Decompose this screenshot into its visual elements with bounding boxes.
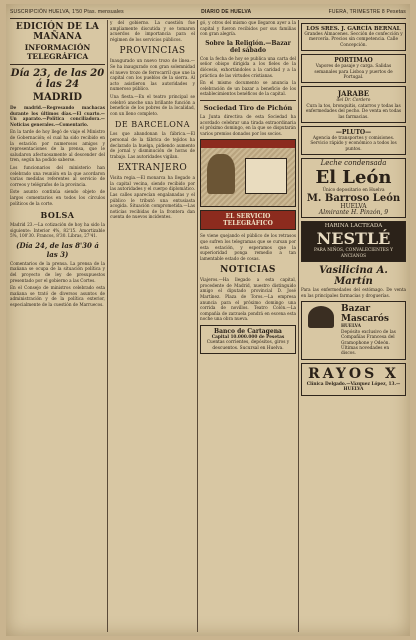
product-icon xyxy=(245,158,287,194)
ad-body: Cura la tos, bronquitis, catarros y todas las enfermedades del pecho. De venta en todas las farmacias. xyxy=(305,103,402,120)
rayos-advertisement xyxy=(301,363,406,396)
column-2 xyxy=(110,20,195,632)
article-paragraph: Se viene quejando el público de los retrasos que sufren los telegramas que se cursan por esta estación, y esperamos que la superioridad ponga remedio a tan lamentable estado de cosas. xyxy=(200,233,296,261)
garcia-bernal-advertisement xyxy=(301,23,406,51)
bazar-advertisement xyxy=(301,301,406,359)
subsection-heading: Sobre la Religión.—Bazar del sábado xyxy=(205,39,291,54)
ad-city: HUELVA xyxy=(340,203,367,211)
vasilicina-title: Vasilicina A. Martín xyxy=(319,265,388,288)
edition-title: EDICIÓN DE LA MAÑANA xyxy=(15,22,100,42)
article-paragraph: La Junta directiva de esta Sociedad ha acordado celebrar una tirada extraordinaria el próximo domingo, en la que se disputarán varios premios donados por los socios. xyxy=(200,113,296,136)
masthead-left: SUSCRIPCIÓN HUELVA, 1'50 Ptas. mensuales xyxy=(10,9,124,15)
figure-icon xyxy=(207,154,235,194)
ad-title: RAYOS X xyxy=(308,365,399,382)
ad-title: Leche condensada xyxy=(320,159,387,168)
portimao-advertisement xyxy=(301,54,406,83)
column-1 xyxy=(10,20,105,632)
article-paragraph: Los que abandonan la fábrica.—El personal de la fábrica de tejidos ha declarado la huelga, pidiendo aumento de jornal y disminución de horas de trabajo. Las autoridades vigilan. xyxy=(110,131,195,159)
ad-title: PORTIMAO xyxy=(334,57,373,65)
bank-title: Banco de Cartagena xyxy=(214,328,282,336)
masthead-right: FUERA, TRIMESTRE 8 Pesetas xyxy=(328,9,406,15)
ad-brand: El León xyxy=(315,166,392,188)
article-paragraph: Visita regia.—El monarca ha llegado a la capital vecina, siendo recibido por las autoridades y el cuerpo diplomático. Las calles aparecían engalanadas y el público le tributó una entusiasta acogida. Situación comprometida.—Las noticias recibidas de la frontera dan cuenta de nuevos incidentes. xyxy=(110,175,195,220)
ad-body: Vapores de pasaje y carga. Salidas semanales para Lisboa y puertos de Portugal. xyxy=(314,64,393,81)
barcelona-heading: DE BARCELONA xyxy=(114,120,191,130)
article-paragraph: Viajeros.—Ha llegado a esta capital, procedente de Madrid, nuestro distinguido amigo el diputado provincial D. José Martínez. Plaza de Toros.—La empresa anuncia para el próximo domingo una corrida de novillos. Teatro Colón.—La compañía de zarzuela pondrá en escena esta noche una obra nueva. xyxy=(200,277,296,322)
provincias-heading: PROVINCIAS xyxy=(119,46,186,57)
ad-title: JARABE xyxy=(337,89,370,99)
article-paragraph: En la tarde de hoy llegó de viaje el Ministro de Gobernación; el cual ha sido recibido en la estación por numerosos amigos y representaciones de la prensa, que le saludaron afectuosamente al descender del tren, según ha podido saberse. xyxy=(10,129,105,163)
ad-body: Agencia de transportes y comisiones. Servicio rápido y económico a todos los puntos. xyxy=(310,136,397,152)
article-paragraph: y del gobierno. La cuestión fue ampliamente discutida y se tomaron acuerdos de importancia para el régimen de los servicios públicos. xyxy=(110,20,195,42)
ad-body: Depósito exclusivo de las Compañías Francesa del Gramophone y Odeón. Últimas novedades en discos. xyxy=(341,329,396,357)
telegraph-box xyxy=(200,210,296,230)
ad-city: HUELVA xyxy=(341,324,361,330)
place-heading: MADRID xyxy=(32,92,83,103)
second-dateline: (Día 24, de las 8'30 á las 3) xyxy=(16,240,99,259)
article-paragraph: Los funcionarios del ministerio han celebrado una reunión en la que acordaron varias medidas referentes al servicio de correos y telégrafos de la provincia. xyxy=(10,164,105,187)
ad-subtitle: del Dr. Cordero xyxy=(336,98,371,104)
article-paragraph: En el Consejo de ministros celebrado esta mañana se trató de diversos asuntos de administración y de la política exterior, especialmente de la cuestión de Marruecos. xyxy=(10,285,105,308)
ad-body: Clínica Delgado.—Vázquez López, 13.—HUELVA xyxy=(306,381,401,393)
column-4 xyxy=(301,20,406,632)
ad-subtitle: Único depositario en Huelva xyxy=(322,187,385,193)
ad-top: HARINA LACTEADA xyxy=(324,222,383,229)
ad-bottom: PARA NIÑOS, CONVALECIENTES Y ANCIANOS xyxy=(313,248,394,259)
bank-subtitle: Capital 10.000.000 de Pesetas xyxy=(211,335,285,341)
tiro-heading: Sociedad Tiro de Pichón xyxy=(203,103,293,112)
ad-dealer: M. Barroso León xyxy=(306,193,401,205)
leche-advertisement xyxy=(301,158,406,218)
article-paragraph: Comentarios de la prensa. La prensa de la mañana se ocupa de la situación política y del proyecto de ley de presupuestos presentado por el gobierno a las Cortes. xyxy=(10,260,105,283)
article-paragraph: En el mismo documento se anuncia la celebración de un bazar a beneficio de los establecimientos benéficos de la capital. xyxy=(200,80,296,97)
masthead xyxy=(10,6,406,19)
bolsa-heading: BOLSA xyxy=(40,210,75,221)
article-paragraph: Con la fecha de hoy se publica una carta del señor obispo dirigida a los fieles de la diócesis, exhortándoles a la caridad y a la práctica de las virtudes cristianas. xyxy=(200,55,296,78)
bank-advertisement xyxy=(200,325,296,354)
pluto-advertisement xyxy=(301,126,406,155)
column-rule xyxy=(107,20,108,632)
article-paragraph: gó, y otros del mismo que llegaron ayer a la capital y fueron recibidos por sus familias con gran alegría. xyxy=(200,20,296,37)
section-title: INFORMACIÓN TELEGRÁFICA xyxy=(24,43,91,61)
extranjero-heading: EXTRANJERO xyxy=(117,163,188,174)
ad-title: LOS SRES. J. GARCÍA BERNAL xyxy=(306,26,401,32)
article-paragraph: Una fiesta.—En el teatro principal se celebró anoche una brillante función a beneficio de los pobres de la localidad, con un lleno completo. xyxy=(110,93,195,116)
divider xyxy=(200,100,296,101)
dateline: Día 23, de las 20 á las 24 xyxy=(10,68,105,90)
column-3 xyxy=(200,20,296,632)
column-rule xyxy=(298,20,299,632)
divider xyxy=(10,64,105,65)
bolsa-paragraph: Madrid 23.—La cotización de hoy ha sido la siguiente: Interior 4%, 82'15. Amortizable 5%, 100'30. Francos, 8'30. Libras, 27'41. xyxy=(10,222,105,239)
gramophone-icon xyxy=(308,306,334,328)
article-paragraph: Inaugurado un nuevo trozo de línea.—Se ha inaugurado con gran solemnidad el nuevo trozo de ferrocarril que une la capital con los pueblos de la sierra. Al acto asistieron las autoridades y numeroso público. xyxy=(110,58,195,92)
telegraph-heading: EL SERVICIO TELEGRÁFICO xyxy=(223,213,273,228)
masthead-center: DIARIO DE HUELVA xyxy=(201,9,252,15)
ad-title: —PLUTO— xyxy=(335,129,372,137)
lead-paragraph: De madrid.—Regresando machacas durante los últimos días.—El cuarto.—Un aparato.—Política conciliadora.—Noticias generales.—Comentario. xyxy=(10,105,105,127)
advertisement-illustration xyxy=(200,139,296,207)
noticias-heading: NOTICIAS xyxy=(220,265,276,276)
nestle-advertisement xyxy=(301,221,406,262)
vasilicina-body: Para las enfermedades del estómago. De venta en las principales farmacias y droguerías. xyxy=(301,287,406,298)
ad-title: Bazar Mascarós xyxy=(341,304,389,325)
jarabe-advertisement xyxy=(301,86,406,123)
ad-body: Grandes Almacenes. Sección de confección y mercería. Precios sin competencia. Calle Concepción. xyxy=(304,32,403,48)
column-rule xyxy=(197,20,198,632)
bank-body: Cuentas corrientes, depósitos, giros y descuentos. Sucursal en Huelva. xyxy=(206,340,290,351)
ad-address: Almirante H. Pinzón, 9 xyxy=(318,208,389,216)
newspaper-page xyxy=(6,4,410,636)
ad-brand: NESTLÉ xyxy=(316,229,391,249)
article-paragraph: Este asunto continúa siendo objeto de largos comentarios en todos los círculos políticos de la corte. xyxy=(10,189,105,206)
